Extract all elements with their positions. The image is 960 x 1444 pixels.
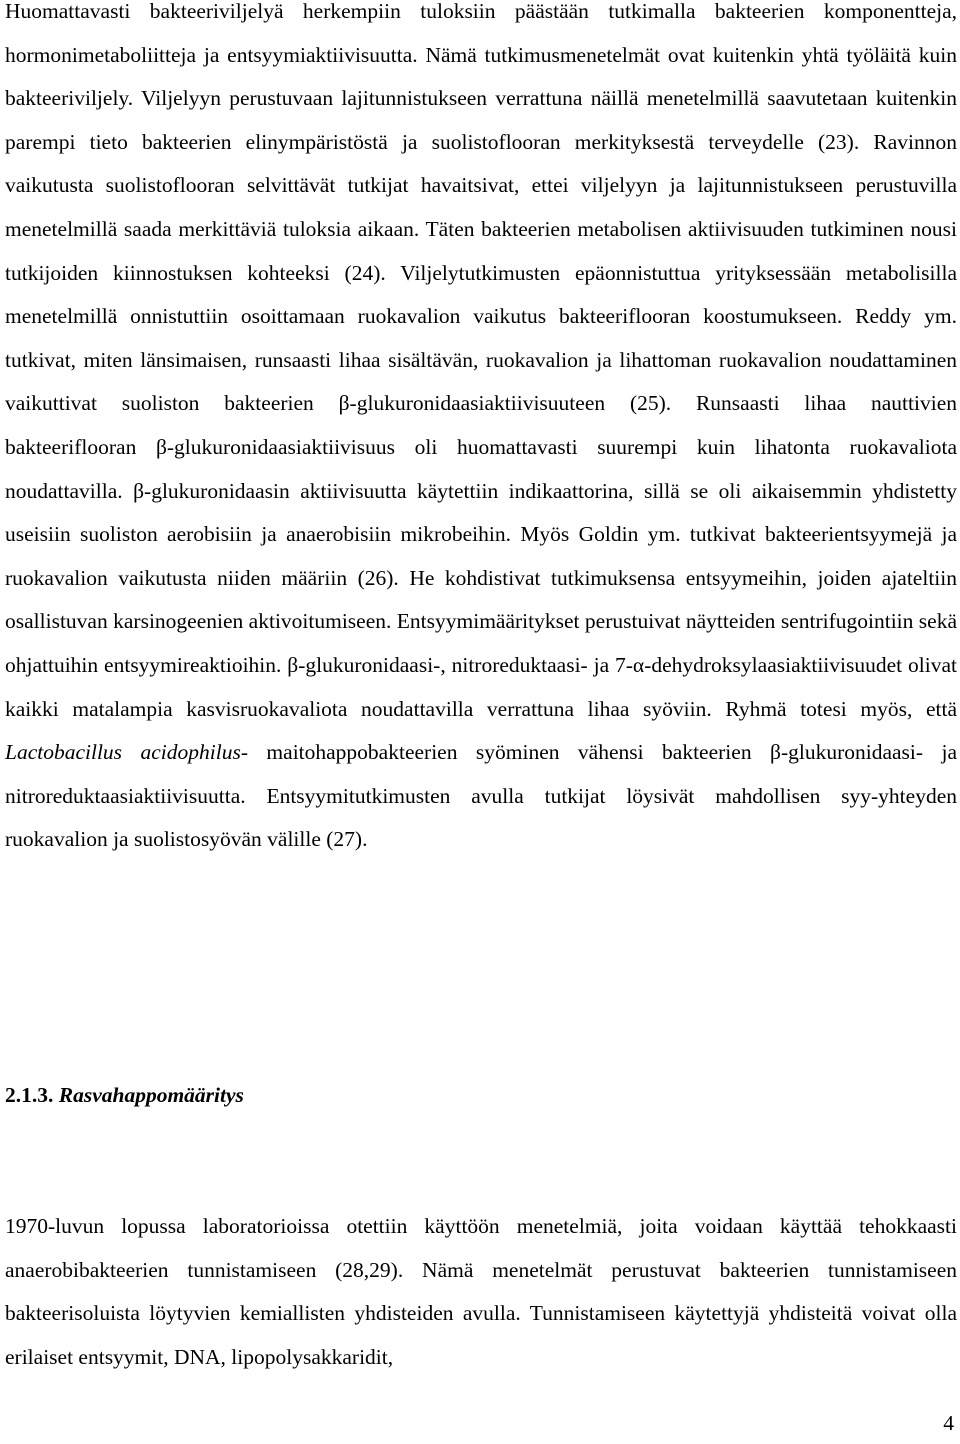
- species-name: Lactobacillus acidophilus: [5, 740, 241, 765]
- paragraph-1-text-end: - maitohappobakteerien syöminen vähensi bakteerien β-glukuronidaasi- ja nitroreduktaasiaktiivisuutta. Entsyymitutkimusten avulla tutkijat löysivät mahdollisen syy-yhteyden ruokavalion ja suolistosyövän välille (27).: [5, 740, 957, 852]
- section-heading: [5, 1074, 244, 1118]
- body-paragraph-1: [5, 0, 957, 862]
- body-paragraph-2: [5, 1205, 957, 1379]
- section-title: Rasvahappomääritys: [58, 1083, 244, 1107]
- paragraph-1-text-start: Huomattavasti bakteeriviljelyä herkempiin tuloksiin päästään tutkimalla bakteerien komponentteja, hormonimetaboliitteja ja entsyymiaktiivisuutta. Nämä tutkimusmenetelmät ovat kuitenkin yhtä työläitä kuin bakteeriviljely. Viljelyyn perustuvaan lajitunnistukseen verrattuna näillä menetelmillä saavutetaan kuitenkin parempi tieto bakteerien elinympäristöstä ja suolistoflooran merkityksestä terveydelle (23). Ravinnon vaikutusta suolistoflooran selvittävät tutkijat havaitsivat, ettei viljelyyn ja lajitunnistukseen perustuvilla menetelmillä saada merkittäviä tuloksia aikaan. Täten bakteerien metabolisen aktiivisuuden tutkiminen nousi tutkijoiden kiinnostuksen kohteeksi (24). Viljelytutkimusten epäonnistuttua yrityksessään metabolisilla menetelmillä onnistuttiin osoittamaan ruokavalion vaikutus bakteeriflooran koostumukseen. Reddy ym. tutkivat, miten länsimaisen, runsaasti lihaa sisältävän, ruokavalion ja lihattoman ruokavalion noudattaminen vaikuttivat suoliston bakteerien β-glukuronidaasiaktiivisuuteen (25). Runsaasti lihaa nauttivien bakteeriflooran β-glukuronidaasiaktiivisuus oli huomattavasti suurempi kuin lihatonta ruokavaliota noudattavilla. β-glukuronidaasin aktiivisuutta käytettiin indikaattorina, sillä se oli aikaisemmin yhdistetty useisiin suoliston aerobisiin ja anaerobisiin mikrobeihin. Myös Goldin ym. tutkivat bakteerientsyymejä ja ruokavalion vaikutusta niiden määriin (26). He kohdistivat tutkimuksensa entsyymeihin, joiden ajateltiin osallistuvan karsinogeenien aktivoitumiseen. Entsyymimääritykset perustuivat näytteiden sentrifugointiin sekä ohjattuihin entsyymireaktioihin. β-glukuronidaasi-, nitroreduktaasi- ja 7-α-dehydroksylaasiaktiivisuudet olivat kaikki matalampia kasvisruokavaliota noudattavilla verrattuna lihaa syöviin. Ryhmä totesi myös, että: [5, 0, 957, 721]
- paragraph-2-text: 1970-luvun lopussa laboratorioissa otettiin käyttöön menetelmiä, joita voidaan käyttää tehokkaasti anaerobibakteerien tunnistamiseen (28,29). Nämä menetelmät perustuvat bakteerien tunnistamiseen bakteerisoluista löytyvien kemiallisten yhdisteiden avulla. Tunnistamiseen käytettyjä yhdisteitä voivat olla erilaiset entsyymit, DNA, lipopolysakkaridit,: [5, 1214, 957, 1369]
- section-number: 2.1.3.: [5, 1083, 54, 1107]
- page-number: 4: [943, 1411, 954, 1435]
- document-page: [5, 0, 957, 1369]
